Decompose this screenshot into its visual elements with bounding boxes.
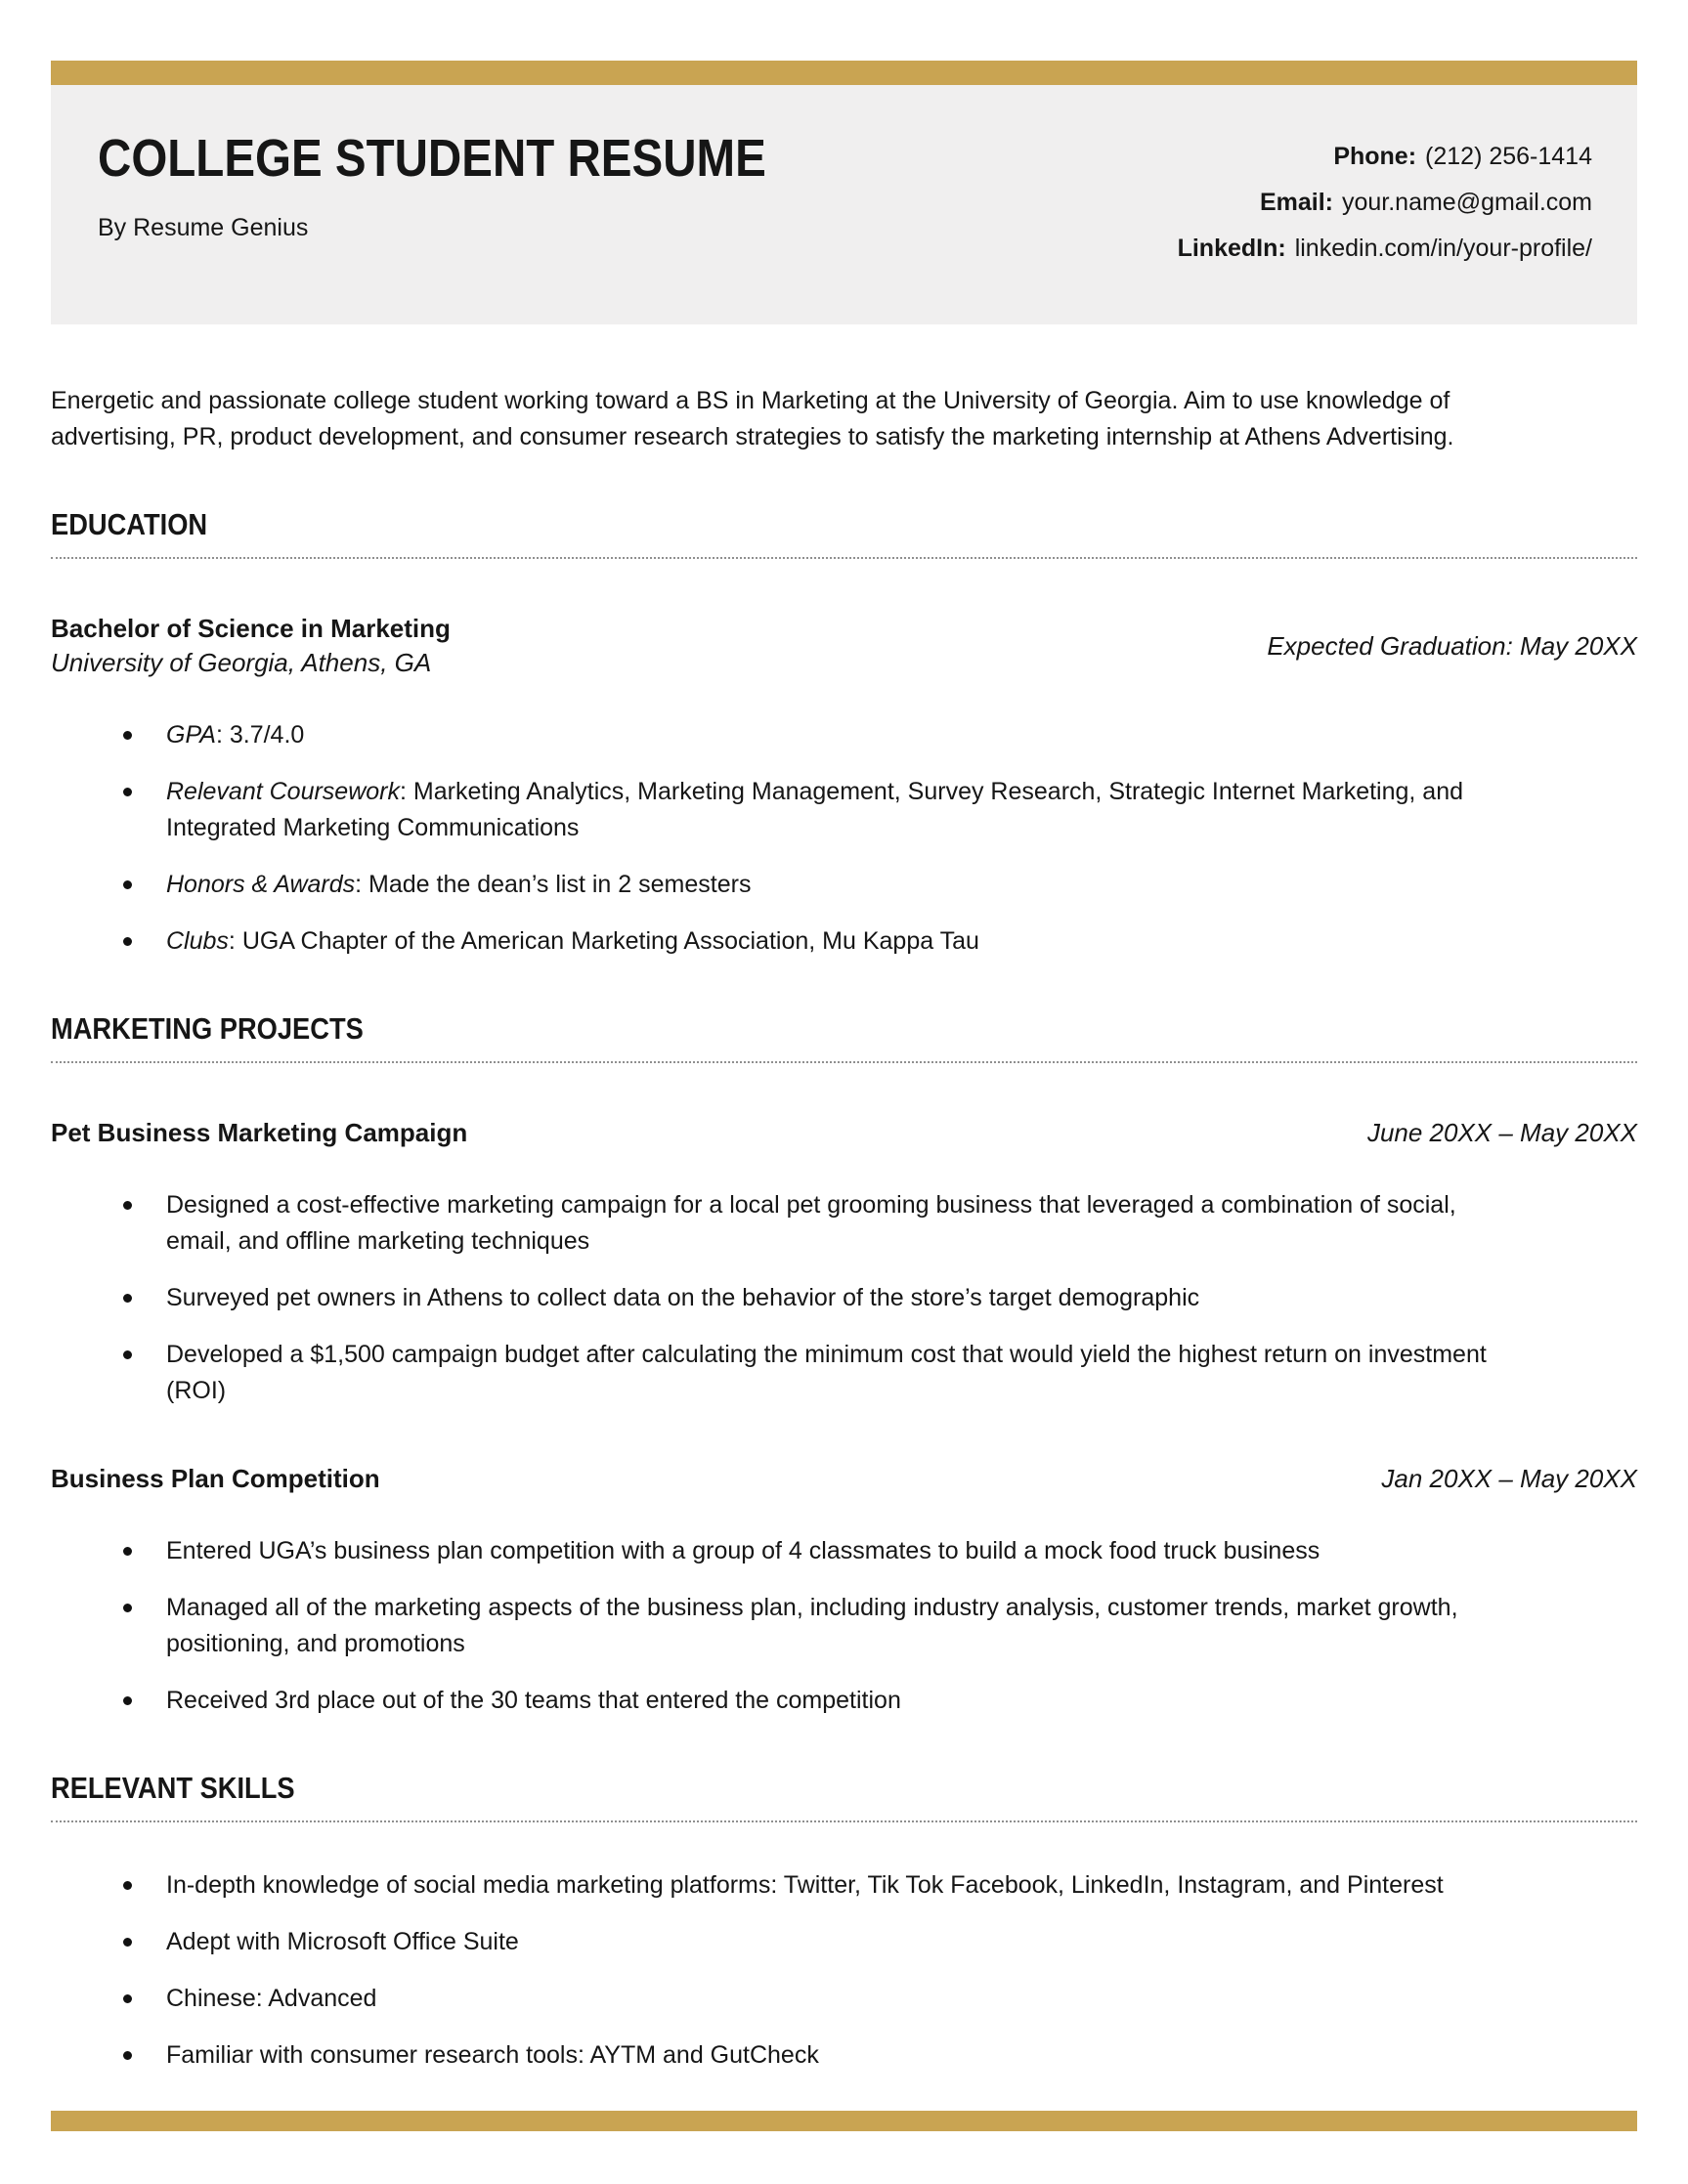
bullet-lead: GPA [166, 721, 216, 749]
project-bullet: Developed a $1,500 campaign budget after calculating the minimum cost that would yield the highest return on investment (ROI) [117, 1337, 1495, 1409]
education-heading [51, 508, 1637, 541]
section-education [51, 508, 1637, 960]
bullet-text: : UGA Chapter of the American Marketing Association, Mu Kappa Tau [228, 927, 979, 955]
email-label: Email: [1259, 189, 1333, 216]
project-date: Jan 20XX – May 20XX [1381, 1464, 1637, 1493]
project-entry-head [51, 1116, 1637, 1150]
skill-bullet: In-depth knowledge of social media marketing platforms: Twitter, Tik Tok Facebook, LinkedIn, Instagram, and Pinterest [117, 1867, 1495, 1904]
project-bullet: Received 3rd place out of the 30 teams that entered the competition [117, 1683, 1495, 1719]
degree-title: Bachelor of Science in Marketing [51, 614, 451, 643]
project-bullet-list [51, 1187, 1537, 1409]
top-accent-bar [51, 61, 1637, 85]
education-bullet [117, 923, 1495, 960]
resume-header [51, 85, 1637, 324]
linkedin-value: linkedin.com/in/your-profile/ [1294, 235, 1592, 262]
bullet-lead: Honors & Awards [166, 871, 356, 898]
page-title-text: COLLEGE STUDENT RESUME [98, 129, 766, 188]
phone-label: Phone: [1333, 143, 1417, 170]
section-marketing-projects [51, 1012, 1637, 1719]
skills-divider [51, 1820, 1637, 1822]
education-bullet [117, 774, 1495, 846]
phone-value: (212) 256-1414 [1425, 143, 1592, 170]
project-bullet-list [51, 1533, 1537, 1719]
page-title [98, 130, 857, 187]
contact-email-line [1178, 180, 1592, 226]
section-relevant-skills [51, 1772, 1637, 2074]
projects-heading-text: MARKETING PROJECTS [51, 1011, 364, 1046]
graduation-date: Expected Graduation: May 20XX [1267, 630, 1637, 661]
bottom-accent-bar [51, 2111, 1637, 2131]
education-entry-titles [51, 612, 451, 680]
linkedin-label: LinkedIn: [1177, 235, 1286, 262]
contact-block [1178, 130, 1592, 272]
project-date: June 20XX – May 20XX [1366, 1118, 1637, 1147]
contact-phone-line [1178, 134, 1592, 180]
project-title: Business Plan Competition [51, 1464, 380, 1493]
skill-bullet: Chinese: Advanced [117, 1981, 1495, 2017]
project-title: Pet Business Marketing Campaign [51, 1118, 468, 1147]
project-bullet: Designed a cost-effective marketing campaign for a local pet grooming business that leveraged a combination of social, email, and offline marketing techniques [117, 1187, 1495, 1260]
skill-bullet: Familiar with consumer research tools: AYTM and GutCheck [117, 2037, 1495, 2074]
education-entry-head [51, 612, 1637, 680]
bullet-lead: Relevant Coursework [166, 778, 400, 805]
email-value: your.name@gmail.com [1341, 189, 1592, 216]
skill-bullet: Adept with Microsoft Office Suite [117, 1924, 1495, 1960]
project-bullet: Surveyed pet owners in Athens to collect data on the behavior of the store’s target demographic [117, 1280, 1495, 1316]
bullet-text: : 3.7/4.0 [215, 721, 305, 749]
bullet-text: : Marketing Analytics, Marketing Management, Survey Research, Strategic Internet Marketing, and Integrated Marketing Communications [166, 778, 1464, 841]
education-heading-text: EDUCATION [51, 507, 208, 541]
contact-linkedin-line [1178, 226, 1592, 272]
skills-heading-text: RELEVANT SKILLS [51, 1771, 295, 1805]
projects-divider [51, 1061, 1637, 1063]
skills-bullet-list [51, 1867, 1537, 2074]
school-name: University of Georgia, Athens, GA [51, 648, 432, 677]
skills-heading [51, 1772, 1637, 1805]
bullet-text: : Made the dean’s list in 2 semesters [355, 871, 752, 898]
education-bullet-list [51, 717, 1537, 960]
project-entry-head [51, 1462, 1637, 1496]
bullet-lead: Clubs [166, 927, 229, 955]
project-bullet: Entered UGA’s business plan competition with a group of 4 classmates to build a mock food truck business [117, 1533, 1495, 1569]
education-bullet [117, 867, 1495, 903]
education-bullet [117, 717, 1495, 753]
projects-heading [51, 1012, 1637, 1046]
education-divider [51, 557, 1637, 559]
header-title-block [98, 130, 857, 272]
summary-paragraph: Energetic and passionate college student working toward a BS in Marketing at the University of Georgia. Aim to use knowledge of advertising, PR, product development, and consumer research strategies to satisfy the marketing internship at Athens Advertising. [51, 387, 1454, 450]
byline: By Resume Genius [98, 214, 309, 241]
project-bullet: Managed all of the marketing aspects of the business plan, including industry analysis, customer trends, market growth, positioning, and promotions [117, 1590, 1495, 1662]
